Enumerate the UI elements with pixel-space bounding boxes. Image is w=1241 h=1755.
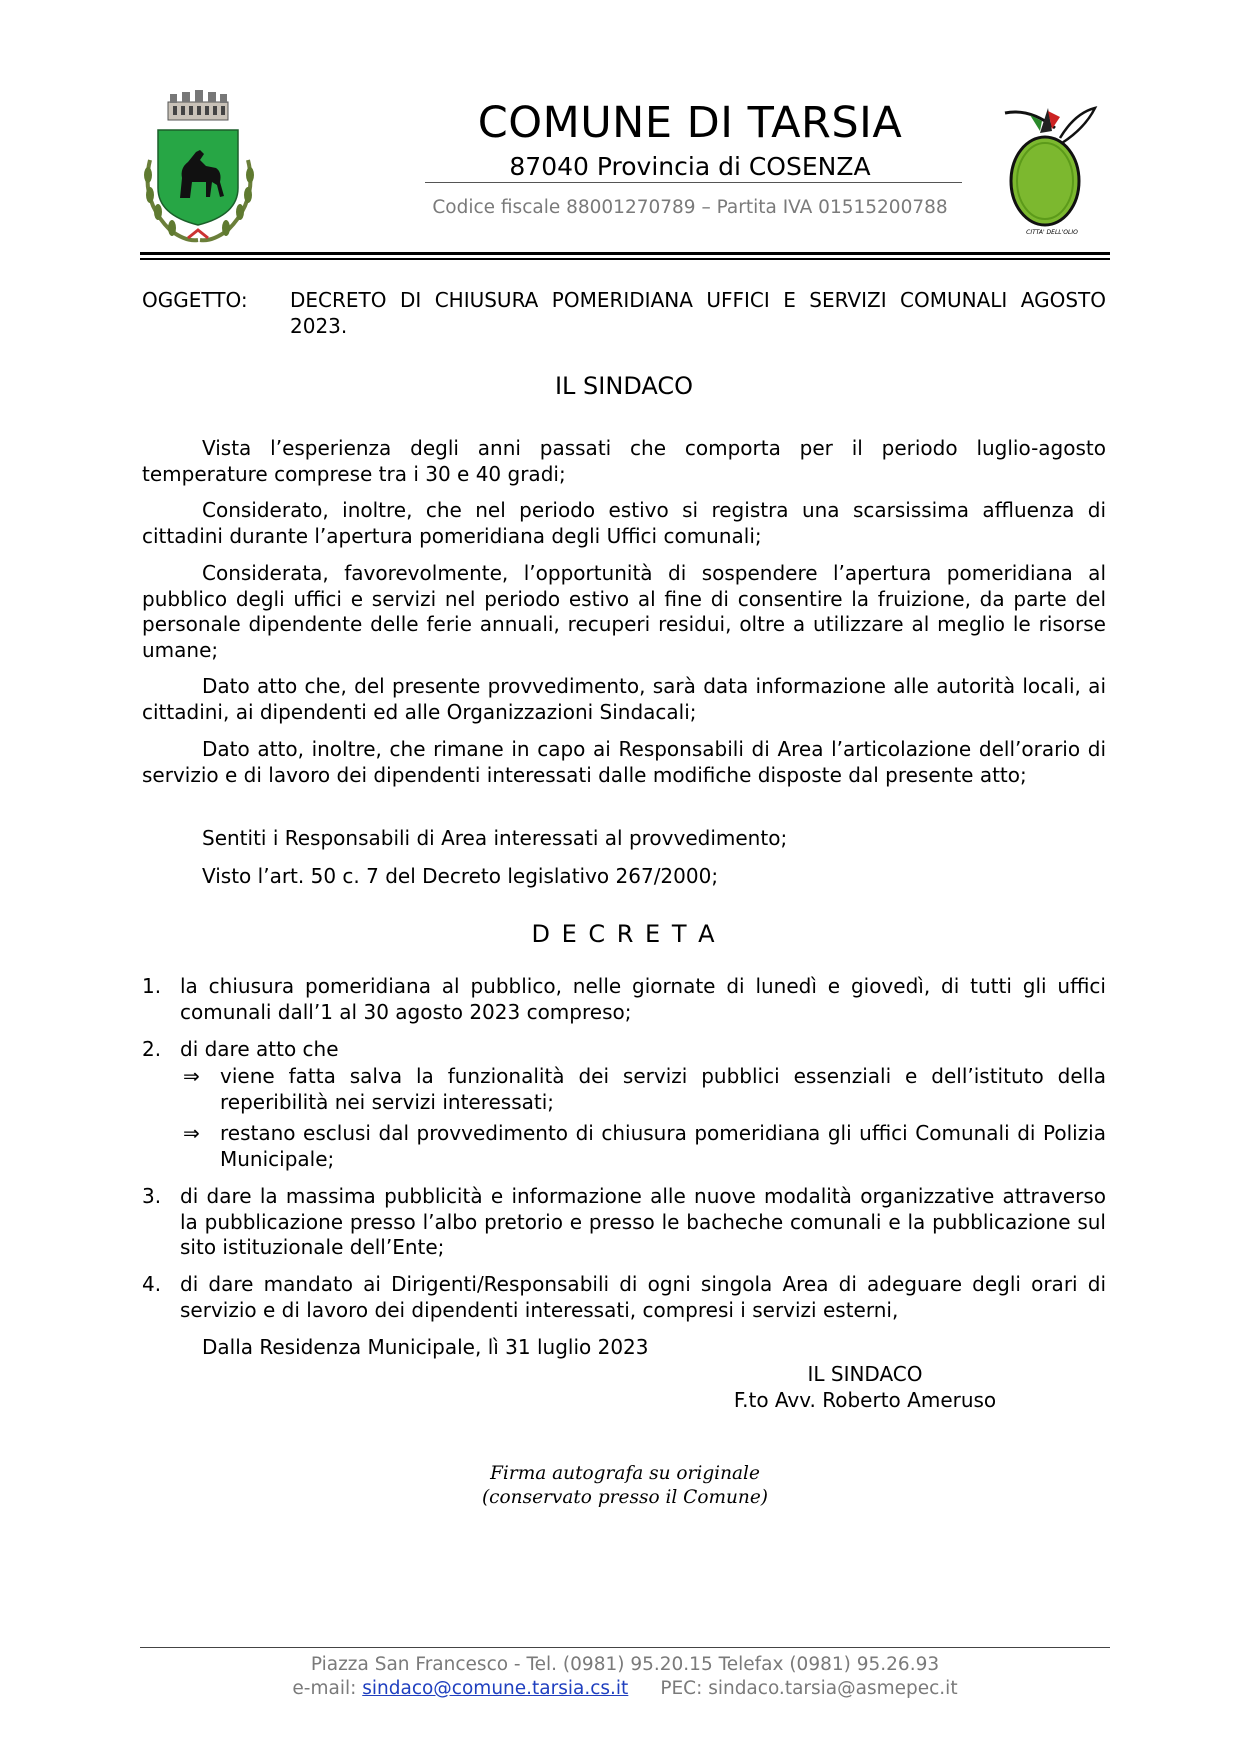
footer-contacts <box>140 1678 1110 1699</box>
list-number: 4. <box>142 1272 162 1296</box>
footer-address: Piazza San Francesco - Tel. (0981) 95.20.15 Telefax (0981) 95.26.93 <box>310 1654 940 1675</box>
paragraph: Sentiti i Responsabili di Area interessati al provvedimento; <box>202 826 788 850</box>
signer-name: F.to Avv. Roberto Ameruso <box>733 1388 997 1412</box>
oggetto-text: DECRETO DI CHIUSURA POMERIDIANA UFFICI E SERVIZI COMUNALI AGOSTO 2023. <box>290 288 1106 338</box>
list-item: di dare mandato ai Dirigenti/Responsabili di ogni singola Area di adeguare degli orari di servizio e di lavoro dei dipendenti interessati, compresi i servizi esterni, <box>180 1272 1106 1322</box>
paragraph: Considerata, favorevolmente, l’opportunità di sospendere l’apertura pomeridiana al pubblico degli uffici e servizi nel periodo estivo al fine di consentire la fruizione, da parte del personale dipendente delle ferie annuali, recuperi residui, oltre a utilizzare al meglio le risorse umane; <box>142 561 1106 662</box>
place-date: Dalla Residenza Municipale, lì 31 luglio 2023 <box>202 1335 649 1359</box>
list-item: di dare atto che <box>180 1037 339 1061</box>
list-number: 1. <box>142 974 162 998</box>
fiscal-code: Codice fiscale 88001270789 – Partita IVA 01515200788 <box>432 197 948 218</box>
firma-note: Firma autografa su originale <box>490 1463 760 1484</box>
paragraph: Visto l’art. 50 c. 7 del Decreto legislativo 267/2000; <box>202 864 719 888</box>
sub-list-item: viene fatta salva la funzionalità dei servizi pubblici essenziali e dell’istituto della reperibilità nei servizi interessati; <box>220 1064 1106 1114</box>
list-number: 2. <box>142 1037 162 1061</box>
heading-sindaco: IL SINDACO <box>554 372 694 400</box>
email-link[interactable]: sindaco@comune.tarsia.cs.it <box>362 1678 629 1699</box>
arrow-icon: ⇒ <box>183 1121 200 1145</box>
page-title: COMUNE DI TARSIA <box>477 98 903 148</box>
province-subtitle: 87040 Provincia di COSENZA <box>509 152 871 181</box>
paragraph: Dato atto che, del presente provvedimento, sarà data informazione alle autorità locali, ai cittadini, ai dipendenti ed alle Organizzazioni Sindacali; <box>142 674 1106 724</box>
sub-list-item: restano esclusi dal provvedimento di chiusura pomeridiana gli uffici Comunali di Polizia Municipale; <box>220 1121 1106 1171</box>
arrow-icon: ⇒ <box>183 1064 200 1088</box>
list-number: 3. <box>142 1184 162 1208</box>
pec-text: PEC: sindaco.tarsia@asmepec.it <box>660 1678 958 1699</box>
header-rule <box>140 252 1110 255</box>
footer-rule <box>140 1647 1110 1648</box>
list-item: la chiusura pomeridiana al pubblico, nelle giornate di lunedì e giovedì, di tutti gli uffici comunali dall’1 al 30 agosto 2023 compreso; <box>180 974 1106 1024</box>
signer-title: IL SINDACO <box>807 1362 923 1386</box>
header-rule-thin <box>140 258 1110 260</box>
email-label: e-mail: <box>292 1678 363 1699</box>
olive-logo <box>1000 103 1100 243</box>
divider <box>425 182 962 183</box>
oggetto-label: OGGETTO: <box>142 288 248 312</box>
olive-logo-text: CITTA' DELL'OLIO <box>1026 229 1078 236</box>
paragraph: Dato atto, inoltre, che rimane in capo ai Responsabili di Area l’articolazione dell’orario di servizio e di lavoro dei dipendenti interessati dalle modifiche disposte dal presente atto; <box>142 737 1106 787</box>
paragraph: Vista l’esperienza degli anni passati che comporta per il periodo luglio-agosto temperature comprese tra i 30 e 40 gradi; <box>142 436 1106 486</box>
paragraph: Considerato, inoltre, che nel periodo estivo si registra una scarsissima affluenza di cittadini durante l’apertura pomeridiana degli Uffici comunali; <box>142 498 1106 548</box>
heading-decreta: D E C R E T A <box>531 920 717 948</box>
olive-icon <box>1000 103 1100 243</box>
coat-of-arms-icon <box>140 90 270 250</box>
firma-note-2: (conservato presso il Comune) <box>481 1487 769 1508</box>
list-item: di dare la massima pubblicità e informazione alle nuove modalità organizzative attraverso la pubblicazione presso l’albo pretorio e presso le bacheche comunali e la pubblicazione sul sito istituzionale dell’Ente; <box>180 1184 1106 1259</box>
